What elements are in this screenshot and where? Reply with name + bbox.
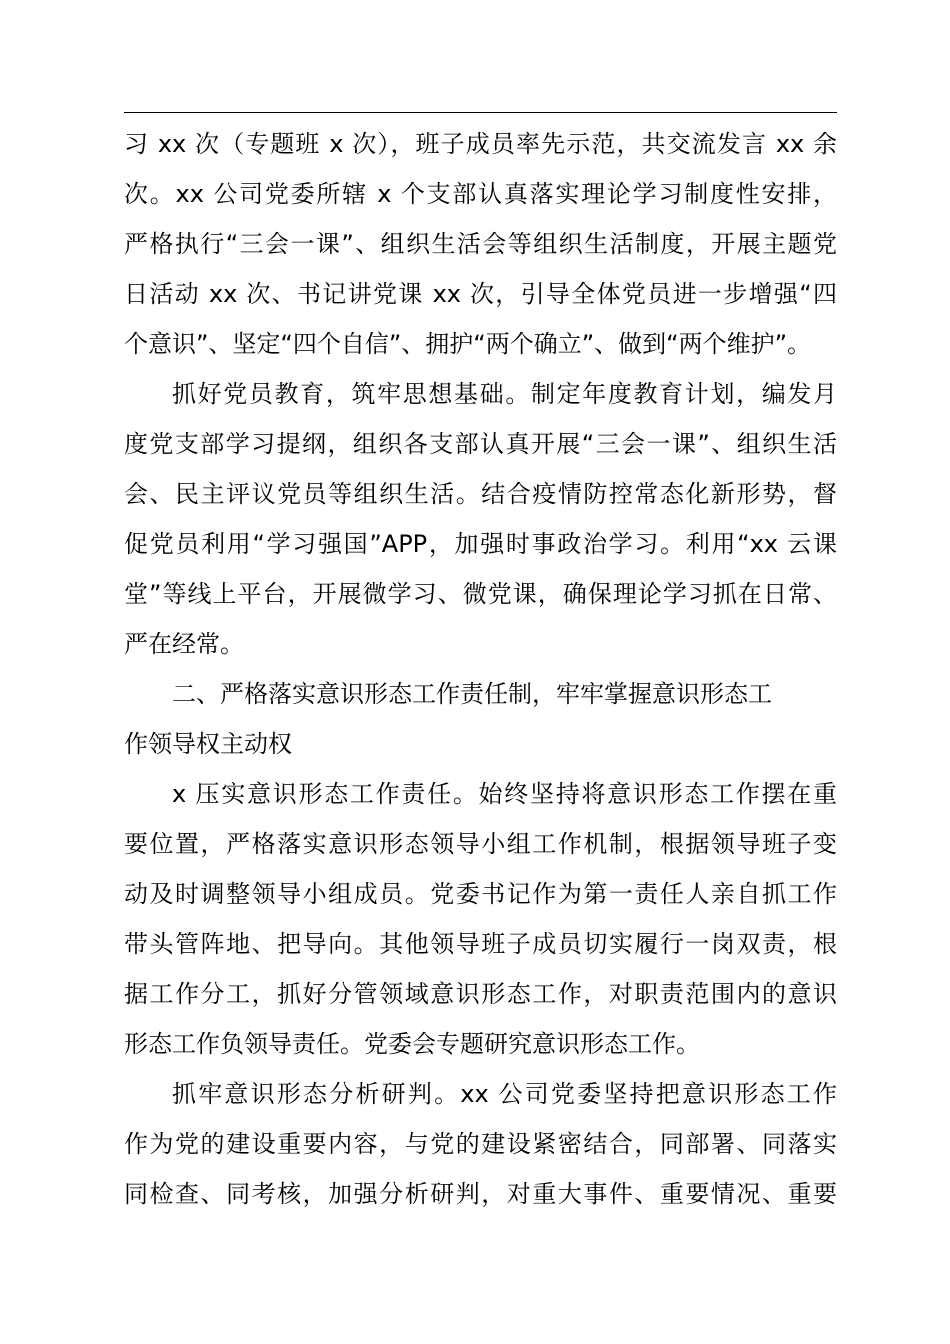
text-line: 度党支部学习提纲，组织各支部认真开展“三会一课”、组织生活 bbox=[124, 430, 837, 458]
text-line: 抓好党员教育，筑牢思想基础。制定年度教育计划，编发月 bbox=[172, 380, 837, 408]
header-rule bbox=[124, 112, 837, 113]
text-line: 带头管阵地、把导向。其他领导班子成员切实履行一岗双责，根 bbox=[124, 930, 837, 958]
text-line: 同检查、同考核，加强分析研判，对重大事件、重要情况、重要 bbox=[124, 1180, 837, 1208]
text-line: 据工作分工，抓好分管领域意识形态工作，对职责范围内的意识 bbox=[124, 980, 837, 1008]
text-line: 严格执行“三会一课”、组织生活会等组织生活制度，开展主题党 bbox=[124, 230, 837, 258]
text-line: 作领导权主动权 bbox=[124, 730, 292, 758]
paragraph-4 bbox=[124, 769, 837, 1069]
text-line: 作为党的建设重要内容，与党的建设紧密结合，同部署、同落实 bbox=[124, 1130, 837, 1158]
text-line: x 压实意识形态工作责任。始终坚持将意识形态工作摆在重 bbox=[172, 780, 837, 808]
text-line: 促党员利用“学习强国”APP，加强时事政治学习。利用“xx 云课 bbox=[124, 530, 837, 558]
body-text bbox=[124, 119, 837, 1219]
section-heading bbox=[124, 669, 837, 769]
text-line: 个意识”、坚定“四个自信”、拥护“两个确立”、做到“两个维护”。 bbox=[124, 330, 812, 358]
paragraph-5 bbox=[124, 1069, 837, 1219]
text-line: 日活动 xx 次、书记讲党课 xx 次，引导全体党员进一步增强“四 bbox=[124, 280, 837, 308]
text-line: 抓牢意识形态分析研判。xx 公司党委坚持把意识形态工作 bbox=[172, 1080, 837, 1108]
text-line: 习 xx 次（专题班 x 次），班子成员率先示范，共交流发言 xx 余 bbox=[124, 130, 837, 158]
text-line: 次。xx 公司党委所辖 x 个支部认真落实理论学习制度性安排， bbox=[124, 180, 837, 208]
text-line: 二、严格落实意识形态工作责任制，牢牢掌握意识形态工 bbox=[172, 680, 772, 708]
text-line: 严在经常。 bbox=[124, 630, 244, 658]
text-line: 动及时调整领导小组成员。党委书记作为第一责任人亲自抓工作 bbox=[124, 880, 837, 908]
text-line: 堂”等线上平台，开展微学习、微党课，确保理论学习抓在日常、 bbox=[124, 580, 837, 608]
text-line: 形态工作负领导责任。党委会专题研究意识形态工作。 bbox=[124, 1030, 700, 1058]
paragraph-2 bbox=[124, 369, 837, 669]
text-line: 要位置，严格落实意识形态领导小组工作机制，根据领导班子变 bbox=[124, 830, 837, 858]
paragraph-1 bbox=[124, 119, 837, 369]
text-line: 会、民主评议党员等组织生活。结合疫情防控常态化新形势，督 bbox=[124, 480, 837, 508]
